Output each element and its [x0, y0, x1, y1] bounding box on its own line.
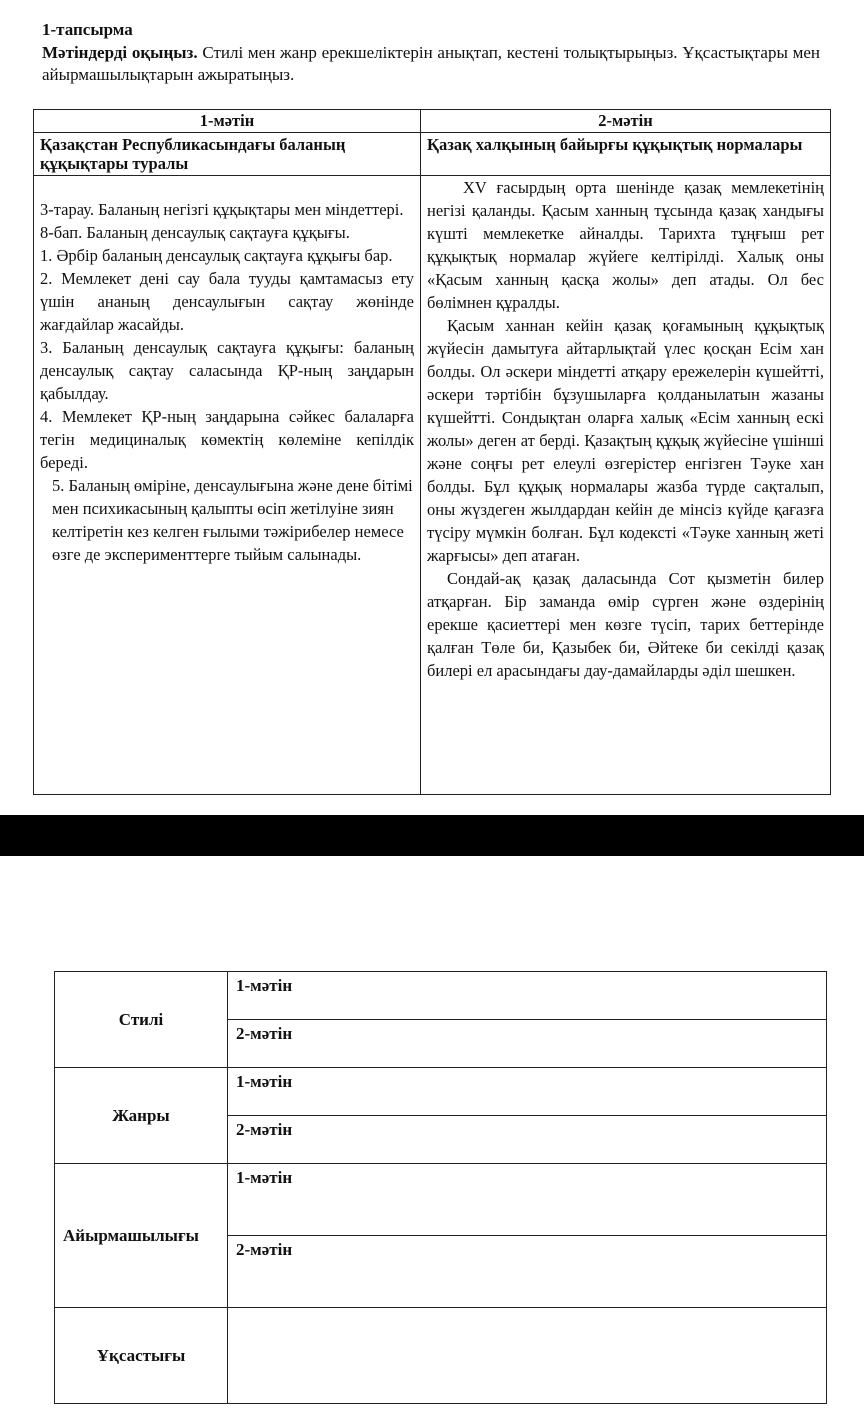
text2-paragraph: XV ғасырдың орта шенінде қазақ мемлекетінің негізі қаланды. Қасым ханның тұсында қазақ хандығы күшті мемлекетке айналды. Тарихта тұңғыш рет құқықтық нормалар жүйеге келтірілді. Халық оны «Қасым ханның қасқа жолы» деп атады. Ол бес бөлімнен құралды. [427, 178, 824, 312]
genre-text2-cell[interactable]: 2-мәтін [228, 1116, 827, 1164]
difference-text1-cell[interactable]: 1-мәтін [228, 1164, 827, 1236]
analysis-table [54, 971, 827, 1404]
style-label: Стилі [55, 972, 228, 1068]
text1-paragraph: 5. Баланың өміріне, денсаулығына және дене бітімі мен психикасының қалыпты өсіп жетілуіне зиян келтіретін кез келген ғылыми тәжірибелер немесе өзге де эксперименттерге тыйым салынады. [52, 476, 413, 564]
text2-title: Қазақ халқының байырғы құқықтық нормалары [421, 133, 831, 176]
style-text2-cell[interactable]: 2-мәтін [228, 1020, 827, 1068]
similarity-cell[interactable] [228, 1308, 827, 1404]
text2-paragraph: Қасым ханнан кейін қазақ қоғамының құқықтық жүйесін дамытуға айтарлықтай үлес қосқан Есім хан болды. Ол әскери міндетті атқару ережелерін күшейтті, әскери тәртібін бұзушыларға қолданылатын жазаны күшейтті. Сондықтан оларға халық «Есім ханның ескі жолы» деген ат берді. Қазақтың құқық жүйесіне үшінші және соңғы рет елеулі өзгерістер енгізген Тәуке хан болды. Бұл құқық нормалары жазба түрде сақталып, оны жүздеген жылдардан кейін де мінсіз күйде қағазға түсіру мүмкін болған. Бұл кодексті «Тәуке ханның жеті жарғысы» деп атаған. [427, 316, 824, 565]
text1-paragraph: 2. Мемлекет дені сау бала тууды қамтамасыз ету үшін ананың денсаулығын сақтау жөнінде жағдайлар жасайды. [40, 269, 414, 334]
task-title: 1-тапсырма [42, 20, 133, 39]
text1-paragraph: 3. Баланың денсаулық сақтауға құқығы: баланың денсаулық сақтау саласында ҚР-ның заңдарын қабылдау. [40, 338, 414, 403]
text2-body [421, 176, 831, 795]
genre-text1-cell[interactable]: 1-мәтін [228, 1068, 827, 1116]
instruction-bold: Мәтіндерді оқыңыз. [42, 43, 198, 62]
black-separator-band [0, 815, 864, 856]
text1-paragraph: 8-бап. Баланың денсаулық сақтауға құқығы. [40, 223, 350, 242]
instruction-text: Стилі мен жанр ерекшеліктерін анықтап, кестені толықтырыңыз. Ұқсастықтары мен айырмашылықтарын ажыратыңыз. [42, 43, 820, 84]
text1-header: 1-мәтін [34, 110, 421, 133]
text2-paragraph: Сондай-ақ қазақ даласында Сот қызметін билер атқарған. Бір заманда өмір сүрген және өздерінің ерекше қасиеттері мен көзге түсіп, тарих беттерінде қалған Төле би, Қазыбек би, Әйтеке би секілді қазақ билері ел арасындағы дау-дамайларды әділ шешкен. [427, 569, 824, 680]
difference-text2-cell[interactable]: 2-мәтін [228, 1236, 827, 1308]
text1-body [34, 176, 421, 795]
texts-table [33, 109, 831, 795]
text2-header: 2-мәтін [421, 110, 831, 133]
text1-title: Қазақстан Республикасындағы баланың құқықтары туралы [34, 133, 421, 176]
genre-label: Жанры [55, 1068, 228, 1164]
text1-paragraph: 4. Мемлекет ҚР-ның заңдарына сәйкес балаларға тегін медициналық көмектің көлеміне кепілдік береді. [40, 407, 414, 472]
difference-label: Айырмашылығы [55, 1164, 228, 1308]
similarity-label: Ұқсастығы [55, 1308, 228, 1404]
task-instruction [42, 42, 820, 86]
text1-paragraph: 3-тарау. Баланың негізгі құқықтары мен міндеттері. [40, 200, 404, 219]
style-text1-cell[interactable]: 1-мәтін [228, 972, 827, 1020]
text1-paragraph: 1. Әрбір баланың денсаулық сақтауға құқығы бар. [40, 246, 393, 265]
